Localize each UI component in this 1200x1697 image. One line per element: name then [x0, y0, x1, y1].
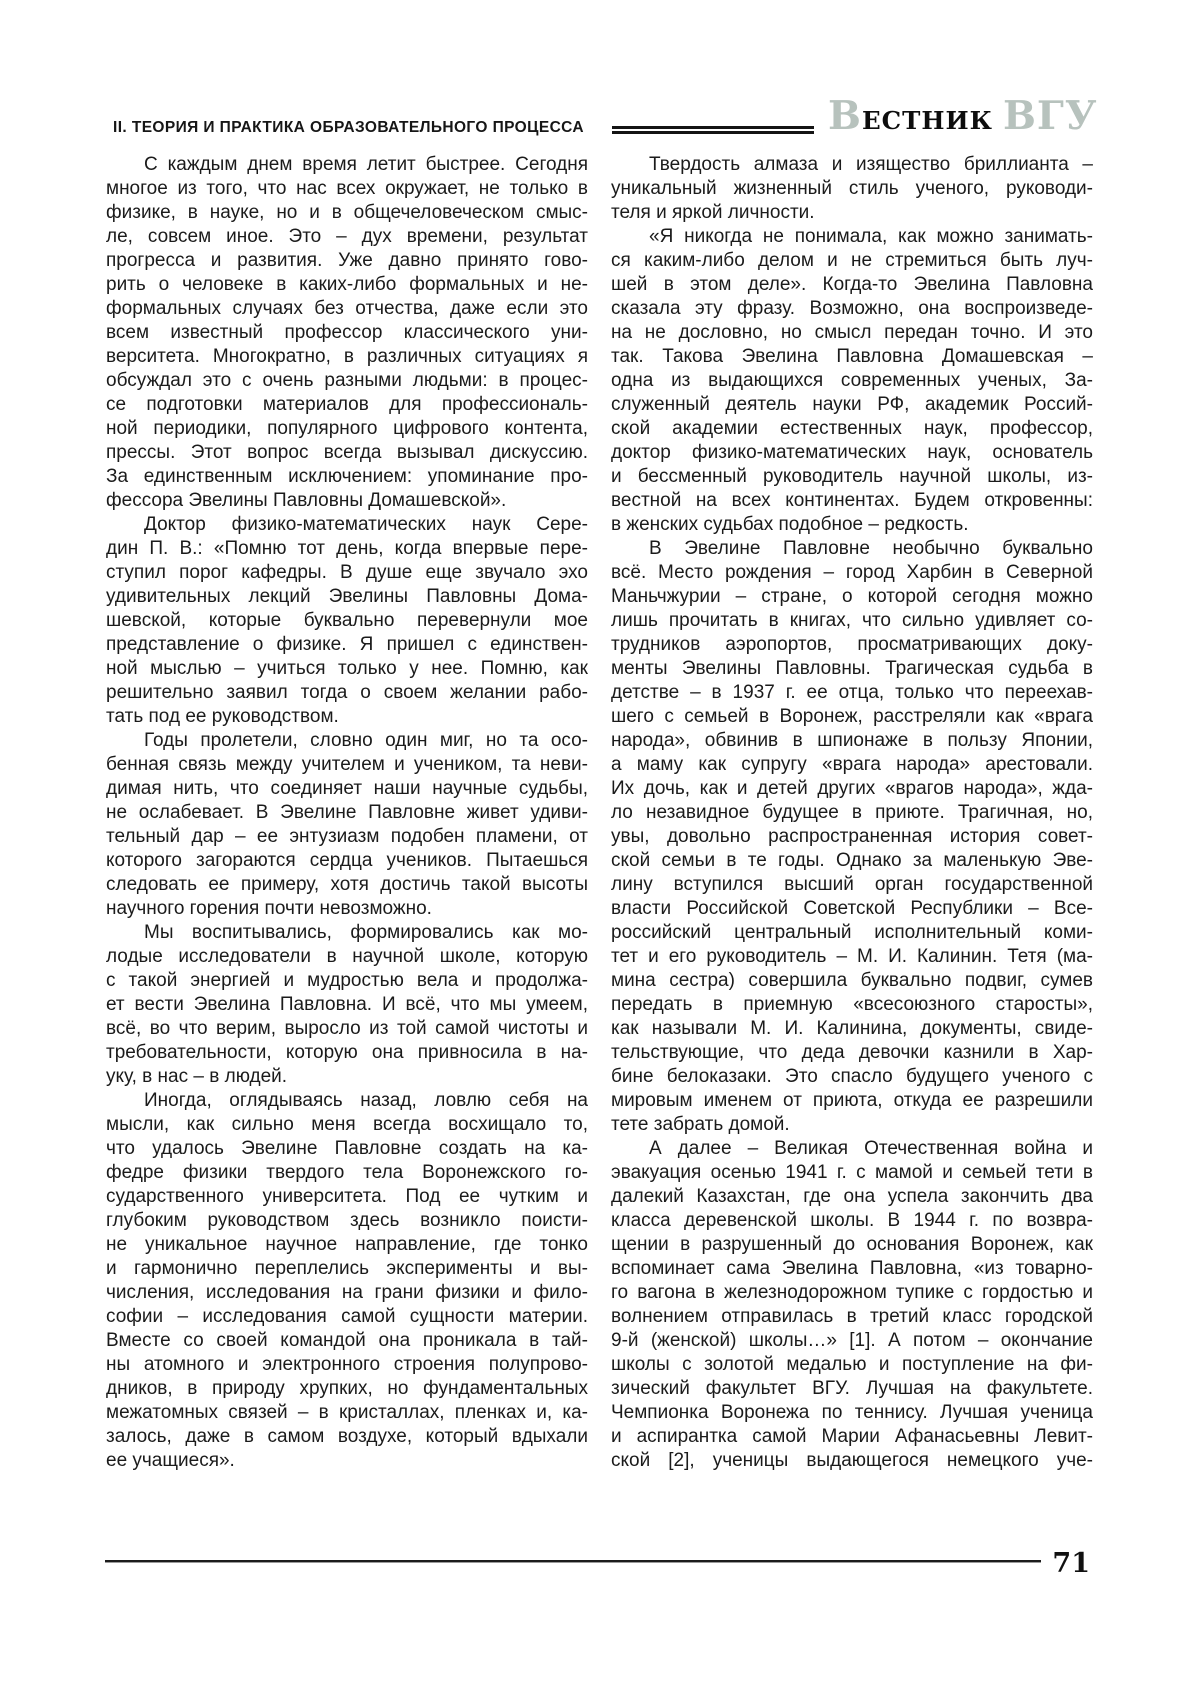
text-line: За единственным исключением: упоминание про- — [106, 466, 588, 487]
text-line: в женских судьбах подобное – редкость. — [611, 514, 969, 535]
text-line: ской академии естественных наук, профессор, — [611, 418, 1093, 439]
text-line: бине белоказаки. Это спасло будущего ученого с — [611, 1066, 1093, 1087]
text-line: А далее – Великая Отечественная война и — [649, 1138, 1093, 1159]
text-line: которого загораются сердца учеников. Пытаешься — [106, 850, 588, 871]
text-line: российский центральный исполнительный коми- — [611, 922, 1093, 943]
text-line: что удалось Эвелине Павловне создать на ка- — [106, 1138, 588, 1159]
page-number: 71 — [1052, 1548, 1090, 1579]
text-line: всем известный профессор классического уни- — [106, 322, 588, 343]
text-column-right — [611, 153, 1093, 1473]
text-line: представление о физике. Я пришел с единствен- — [106, 634, 588, 655]
text-line: удивительных лекций Эвелины Павловны Дома- — [106, 586, 588, 607]
text-line: увы, довольно распространенная история совет- — [611, 826, 1093, 847]
text-line: уникальный жизненный стиль ученого, руководи- — [611, 178, 1093, 199]
text-line: менты Эвелины Павловны. Трагическая судьба в — [611, 658, 1093, 679]
text-line: Иногда, оглядываясь назад, ловлю себя на — [144, 1090, 588, 1111]
text-line: сказала эту фразу. Возможно, она воспроизведе- — [611, 298, 1093, 319]
text-line: и гармонично переплелись эксперименты и вы- — [106, 1258, 588, 1279]
text-line: физике, в науке, но и в общечеловеческом смыс- — [106, 202, 588, 223]
text-line: ло незавидное будущее в приюте. Трагичная, но, — [611, 802, 1093, 823]
text-line: школы с золотой медалью и поступление на фи- — [611, 1354, 1093, 1375]
text-line: Твердость алмаза и изящество бриллианта – — [649, 154, 1093, 175]
text-line: теля и яркой личности. — [611, 202, 815, 223]
text-line: следовать ее примеру, хотя достичь такой высоты — [106, 874, 588, 895]
text-line: Чемпионка Воронежа по теннису. Лучшая ученица — [611, 1402, 1093, 1423]
text-line: ступил порог кафедры. В душе еще звучало эхо — [106, 562, 588, 583]
text-line: зический факультет ВГУ. Лучшая на факультете. — [611, 1378, 1093, 1399]
text-line: софии – исследования самой сущности материи. — [106, 1306, 588, 1327]
text-line: федре физики твердого тела Воронежского го- — [106, 1162, 588, 1183]
text-line: тать под ее руководством. — [106, 706, 339, 727]
text-line: обсуждал это с очень разными людьми: в процес- — [106, 370, 588, 391]
text-line: и аспирантка самой Марии Афанасьевны Левит- — [611, 1426, 1093, 1447]
text-line: лишь прочитать в книгах, что сильно удивляет со- — [611, 610, 1093, 631]
text-line: мировым именем от приюта, откуда ее разрешили — [611, 1090, 1093, 1111]
text-line: так. Такова Эвелина Павловна Домашевская – — [611, 346, 1093, 367]
text-line: одна из выдающихся современных ученых, За- — [611, 370, 1093, 391]
text-line: се подготовки материалов для профессиональ- — [106, 394, 588, 415]
text-line: далекий Казахстан, где она успела закончить два — [611, 1186, 1093, 1207]
text-line: Годы пролетели, словно один миг, но та осо- — [144, 730, 588, 751]
text-line: многое из того, что нас всех окружает, не только в — [106, 178, 588, 199]
text-line: детстве – в 1937 г. ее отца, только что переехав- — [611, 682, 1093, 703]
text-line: Маньчжурии – стране, о которой сегодня можно — [611, 586, 1093, 607]
text-line: волнением отправилась в третий класс городской — [611, 1306, 1093, 1327]
text-line: димая нить, что соединяет наши научные судьбы, — [106, 778, 588, 799]
logo-university-abbr: ВГУ — [1002, 93, 1098, 139]
text-line: дников, в природу хрупких, но фундаментальных — [106, 1378, 588, 1399]
text-line: межатомных связей – в кристаллах, пленках и, ка- — [106, 1402, 588, 1423]
text-line: народа», обвинив в шпионаже в пользу Японии, — [611, 730, 1093, 751]
text-line: лодые исследователи в научной школе, которую — [106, 946, 588, 967]
text-line: 9-й (женской) школы…» [1]. А потом – окончание — [611, 1330, 1093, 1351]
text-line: ской [2], ученицы выдающегося немецкого уче- — [611, 1450, 1093, 1471]
text-line: вспоминает сама Эвелина Павловна, «из товарно- — [611, 1258, 1093, 1279]
header-divider-rule — [612, 126, 814, 134]
text-line: прессы. Этот вопрос всегда вызывал дискуссию. — [106, 442, 588, 463]
text-line: залось, даже в самом воздухе, который вдыхали — [106, 1426, 588, 1447]
section-title: II. ТЕОРИЯ И ПРАКТИКА ОБРАЗОВАТЕЛЬНОГО ПРОЦЕССА — [113, 119, 584, 136]
text-line: тет и его руководитель – М. И. Калинин. Тетя (ма- — [611, 946, 1093, 967]
text-line: ны атомного и электронного строения полупрово- — [106, 1354, 588, 1375]
text-line: не уникальное научное направление, где тонко — [106, 1234, 588, 1255]
text-line: формальных случаях без отчества, даже если это — [106, 298, 588, 319]
text-line: эвакуация осенью 1941 г. с мамой и семьей тети в — [611, 1162, 1093, 1183]
text-line: ле, совсем иное. Это – дух времени, результат — [106, 226, 588, 247]
text-line: Их дочь, как и детей других «врагов народа», жда- — [611, 778, 1093, 799]
text-line: с такой энергией и мудростью вела и продолжа- — [106, 970, 588, 991]
text-line: тельствующие, что деда девочки казнили в Хар- — [611, 1042, 1093, 1063]
text-line: шевской, которые буквально перевернули мое — [106, 610, 588, 631]
text-line: всё. Место рождения – город Харбин в Северной — [611, 562, 1093, 583]
text-line: Доктор физико-математических наук Сере- — [144, 514, 588, 535]
text-line: шего с семьей в Воронеж, расстреляли как «врага — [611, 706, 1093, 727]
text-line: вестной на всех континентах. Будем откровенны: — [611, 490, 1093, 511]
text-line: ее учащиеся». — [106, 1450, 235, 1471]
logo-word-rest: ЕСТНИК — [861, 106, 993, 135]
text-line: решительно заявил тогда о своем желании рабо- — [106, 682, 588, 703]
text-line: лину вступился высший орган государственной — [611, 874, 1093, 895]
text-line: го вагона в железнодорожном тупике с гордостью и — [611, 1282, 1093, 1303]
text-line: глубоким руководством здесь возникло поисти- — [106, 1210, 588, 1231]
divider-line-bottom — [612, 131, 814, 134]
text-line: не ослабевает. В Эвелине Павловне живет удиви- — [106, 802, 588, 823]
text-line: доктор физико-математических наук, основатель — [611, 442, 1093, 463]
text-line: тельный дар – ее энтузиазм подобен пламени, от — [106, 826, 588, 847]
text-line: шей в этом деле». Когда-то Эвелина Павловна — [611, 274, 1093, 295]
text-line: мина сестра) совершила буквально подвиг, сумев — [611, 970, 1093, 991]
text-line: ской семьи в те годы. Однако за маленькую Эве- — [611, 850, 1093, 871]
text-line: и бессменный руководитель научной школы, из- — [611, 466, 1093, 487]
text-line: щении в разрушенный до основания Воронеж, как — [611, 1234, 1093, 1255]
text-line: рить о человеке в каких-либо формальных и не- — [106, 274, 588, 295]
text-line: В Эвелине Павловне необычно буквально — [649, 538, 1093, 559]
text-line: власти Российской Советской Республики – Все- — [611, 898, 1093, 919]
text-line: прогресса и развития. Уже давно принято гово- — [106, 250, 588, 271]
text-line: «Я никогда не понимала, как можно занимать- — [649, 226, 1093, 247]
text-line: Вместе со своей командой она проникала в тай- — [106, 1330, 588, 1351]
text-column-left — [106, 153, 588, 1473]
text-line: сударственного университета. Под ее чутким и — [106, 1186, 588, 1207]
text-line: требовательности, которую она привносила в на- — [106, 1042, 588, 1063]
footer-divider-rule — [105, 1560, 1041, 1563]
text-line: ной периодики, популярного цифрового контента, — [106, 418, 588, 439]
text-line: уку, в нас – в людей. — [106, 1066, 288, 1087]
text-line: трудников аэропортов, просматривающих доку- — [611, 634, 1093, 655]
text-line: служенный деятель науки РФ, академик Россий- — [611, 394, 1093, 415]
text-line: ет вести Эвелина Павловна. И всё, что мы умеем, — [106, 994, 588, 1015]
text-line: дин П. В.: «Помню тот день, когда впервые пере- — [106, 538, 588, 559]
text-line: передать в приемную «всесоюзного старосты», — [611, 994, 1093, 1015]
text-line: ся каким-либо делом и не стремиться быть луч- — [611, 250, 1093, 271]
text-line: числения, исследования на грани физики и фило- — [106, 1282, 588, 1303]
text-line: на не дословно, но смысл передан точно. И это — [611, 322, 1093, 343]
text-line: верситета. Многократно, в различных ситуациях я — [106, 346, 588, 367]
text-line: тете забрать домой. — [611, 1114, 790, 1135]
text-line: как называли М. И. Калинина, документы, свиде- — [611, 1018, 1093, 1039]
text-line: научного горения почти невозможно. — [106, 898, 432, 919]
text-line: фессора Эвелины Павловны Домашевской». — [106, 490, 507, 511]
text-line: мысли, как сильно меня всегда восхищало то, — [106, 1114, 588, 1135]
text-line: Мы воспитывались, формировались как мо- — [144, 922, 588, 943]
text-line: всё, во что верим, выросло из той самой чистоты и — [106, 1018, 588, 1039]
text-line: а маму как супругу «врага народа» арестовали. — [611, 754, 1093, 775]
footer-line-shadow — [105, 1562, 1041, 1563]
text-line: С каждым днем время летит быстрее. Сегодня — [144, 154, 588, 175]
text-line: класса деревенской школы. В 1944 г. по возвра- — [611, 1210, 1093, 1231]
logo-initial-letter: В — [828, 93, 862, 139]
text-line: ной мыслью – учиться только у нее. Помню, как — [106, 658, 588, 679]
text-line: бенная связь между учителем и учеником, та неви- — [106, 754, 588, 775]
journal-logo — [828, 93, 1098, 139]
